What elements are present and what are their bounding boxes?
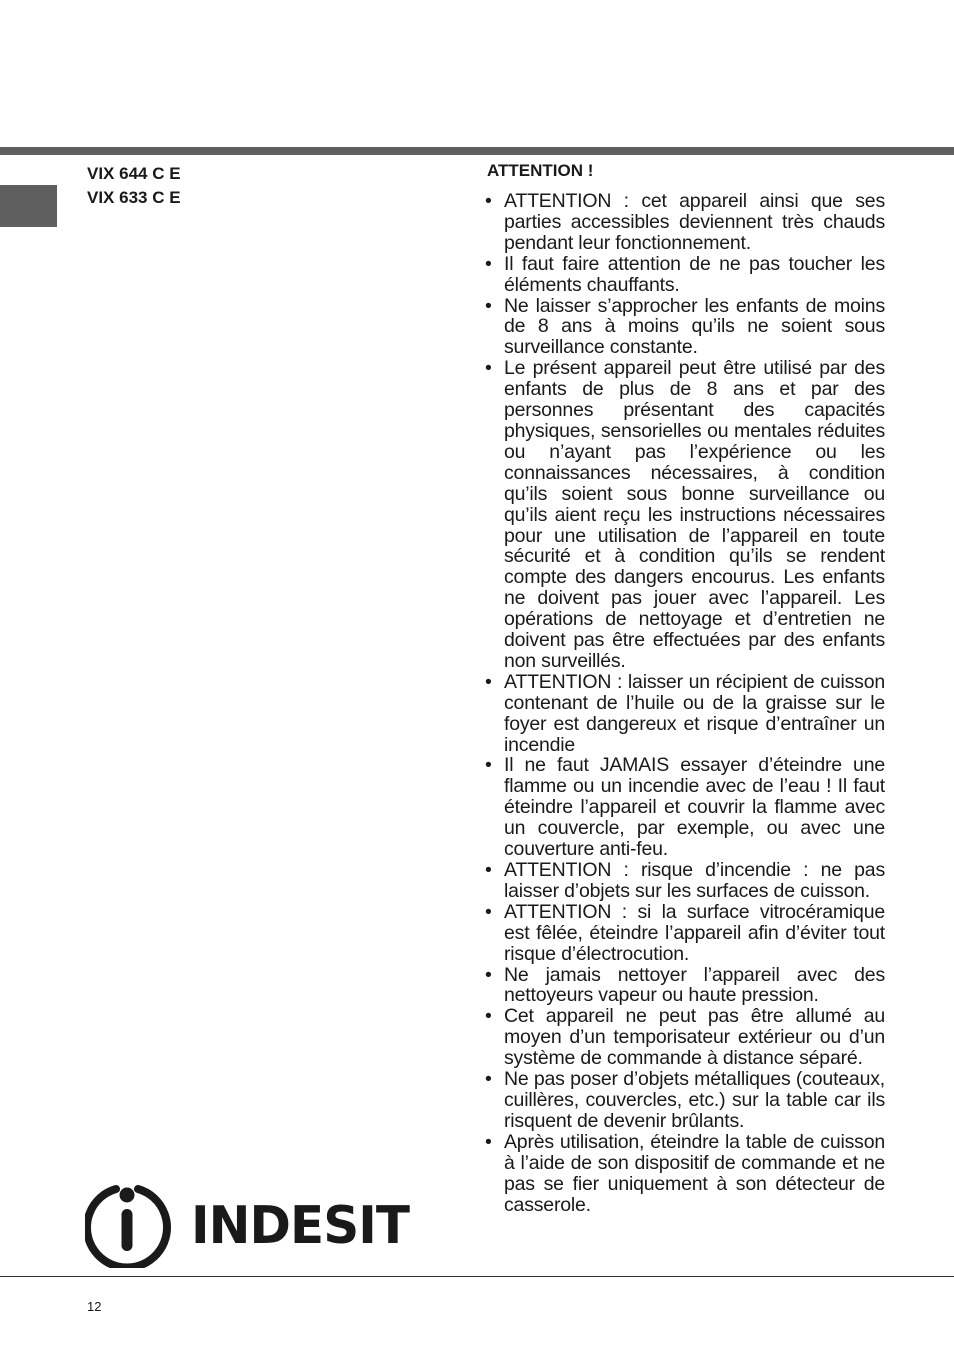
warning-item: • ATTENTION : laisser un récipient de cuisson contenant de l’huile ou de la graisse sur le foyer est dangereux et risque d’entraîner un incendie	[484, 672, 885, 756]
model-list	[87, 162, 181, 210]
warning-item: • Il ne faut JAMAIS essayer d’éteindre une flamme ou un incendie avec de l’eau ! Il faut éteindre l’appareil et couvrir la flamme avec un couvercle, par exemple, ou avec une couverture anti-feu.	[484, 755, 885, 860]
warning-item: • Ne jamais nettoyer l’appareil avec des nettoyeurs vapeur ou haute pression.	[484, 965, 885, 1007]
warning-list	[484, 191, 885, 1215]
model-name: VIX 633 C E	[87, 188, 181, 207]
warning-item: • ATTENTION : si la surface vitrocéramique est fêlée, éteindre l’appareil afin d’éviter tout risque d’électrocution.	[484, 902, 885, 965]
page-number: 12	[87, 1299, 102, 1314]
side-tab-marker	[0, 185, 57, 227]
warning-item: • Ne pas poser d’objets métalliques (couteaux, cuillères, couvercles, etc.) sur la table car ils risquent de devenir brûlants.	[484, 1069, 885, 1132]
warning-item: • Il faut faire attention de ne pas toucher les éléments chauffants.	[484, 254, 885, 296]
warning-item: • Cet appareil ne peut pas être allumé au moyen d’un temporisateur extérieur ou d’un système de commande à distance séparé.	[484, 1006, 885, 1069]
indesit-emblem-icon	[87, 1188, 167, 1268]
footer-rule	[0, 1276, 954, 1277]
model-name: VIX 644 C E	[87, 164, 181, 183]
warning-item: • ATTENTION : cet appareil ainsi que ses parties accessibles deviennent très chauds pendant leur fonctionnement.	[484, 191, 885, 254]
logo-wordmark: INDESIT	[191, 1196, 411, 1256]
indesit-logo	[85, 1176, 415, 1268]
header-bar	[0, 147, 954, 155]
warning-item: • ATTENTION : risque d’incendie : ne pas laisser d’objets sur les surfaces de cuisson.	[484, 860, 885, 902]
attention-heading: ATTENTION !	[487, 161, 594, 180]
warning-item: • Le présent appareil peut être utilisé par des enfants de plus de 8 ans et par des personnes présentant des capacités physiques, sensorielles ou mentales réduites ou n’ayant pas l’expérience ou les connaissances nécessaires, à condition qu’ils soient sous bonne surveillance ou qu’ils aient reçu les instructions nécessaires pour une utilisation de l’appareil en toute sécurité et à condition qu’ils se rendent compte des dangers encourus. Les enfants ne doivent pas jouer avec l’appareil. Les opérations de nettoyage et d’entretien ne doivent pas être effectuées par des enfants non surveillés.	[484, 358, 885, 672]
warning-item: • Ne laisser s’approcher les enfants de moins de 8 ans à moins qu’ils ne soient sous surveillance constante.	[484, 296, 885, 359]
warning-item: • Après utilisation, éteindre la table de cuisson à l’aide de son dispositif de commande et ne pas se fier uniquement à son détecteur de casserole.	[484, 1132, 885, 1216]
